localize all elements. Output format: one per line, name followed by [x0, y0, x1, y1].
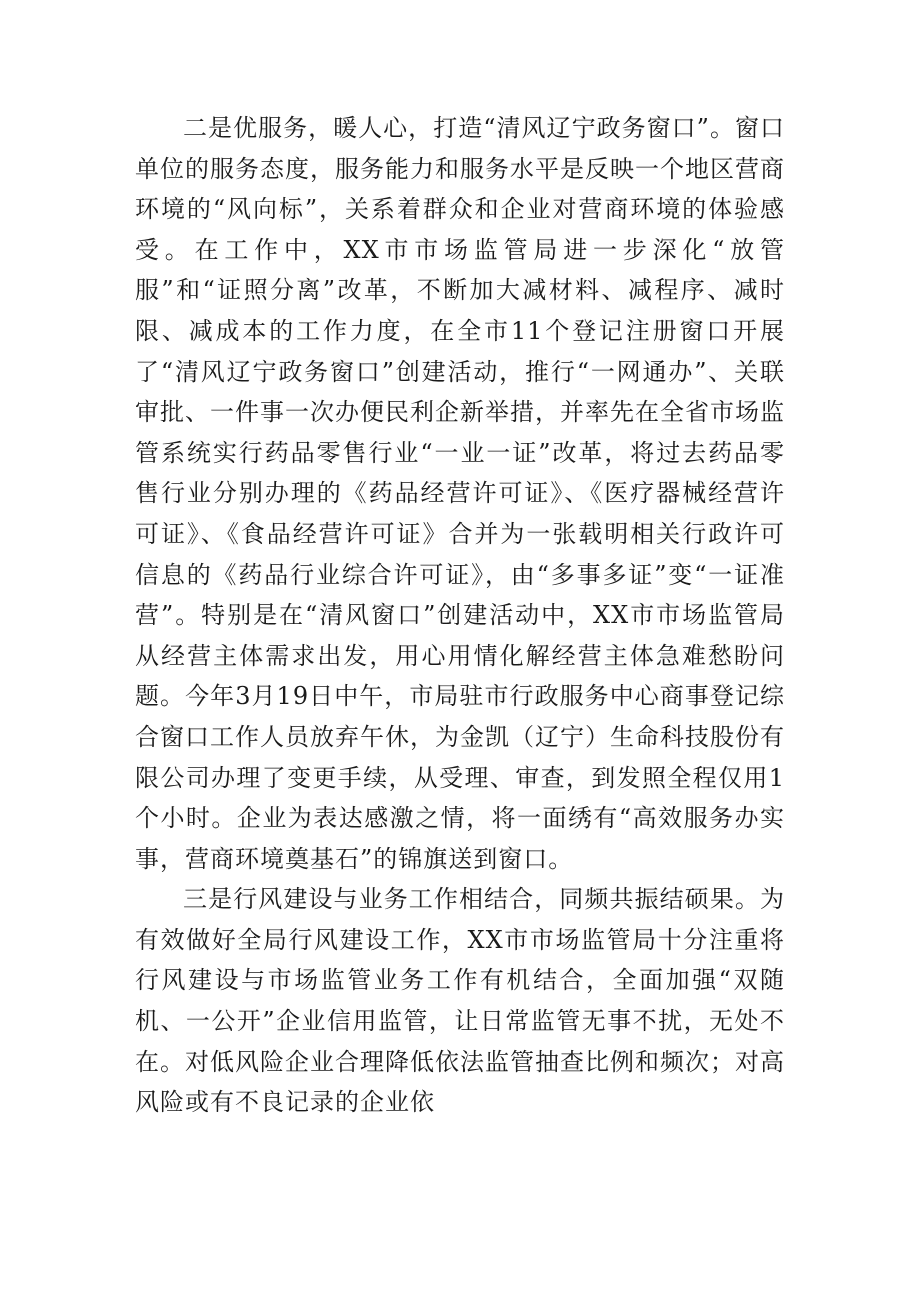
- paragraph-conduct-building: 三是行风建设与业务工作相结合，同频共振结硕果。为有效做好全局行风建设工作，XX市市场监管局十分注重将行风建设与市场监管业务工作有机结合，全面加强“双随机、一公开”企业信用监管，让日常监管无事不扰，无处不在。对低风险企业合理降低依法监管抽查比例和频次；对高风险或有不良记录的企业依: [135, 885, 785, 1117]
- paragraph-optimize-service: 二是优服务，暖人心，打造“清风辽宁政务窗口”。窗口单位的服务态度，服务能力和服务水平是反映一个地区营商环境的“风向标”，关系着群众和企业对营商环境的体验感受。在工作中，XX市市场监管局进一步深化“放管服”和“证照分离”改革，不断加大减材料、减程序、减时限、减成本的工作力度，在全市11个登记注册窗口开展了“清风辽宁政务窗口”创建活动，推行“一网通办”、关联审批、一件事一次办便民利企新举措，并率先在全省市场监管系统实行药品零售行业“一业一证”改革，将过去药品零售行业分别办理的《药品经营许可证》、《医疗器械经营许可证》、《食品经营许可证》合并为一张载明相关行政许可信息的《药品行业综合许可证》，由“多事多证”变“一证准营”。特别是在“清风窗口”创建活动中，XX市市场监管局从经营主体需求出发，用心用情化解经营主体急难愁盼问题。今年3月19日中午，市局驻市行政服务中心商事登记综合窗口工作人员放弃午休，为金凯（辽宁）生命科技股份有限公司办理了变更手续，从受理、审查，到发照全程仅用1个小时。企业为表达感激之情，将一面绣有“高效服务办实事，营商环境奠基石”的锦旗送到窗口。: [135, 114, 785, 873]
